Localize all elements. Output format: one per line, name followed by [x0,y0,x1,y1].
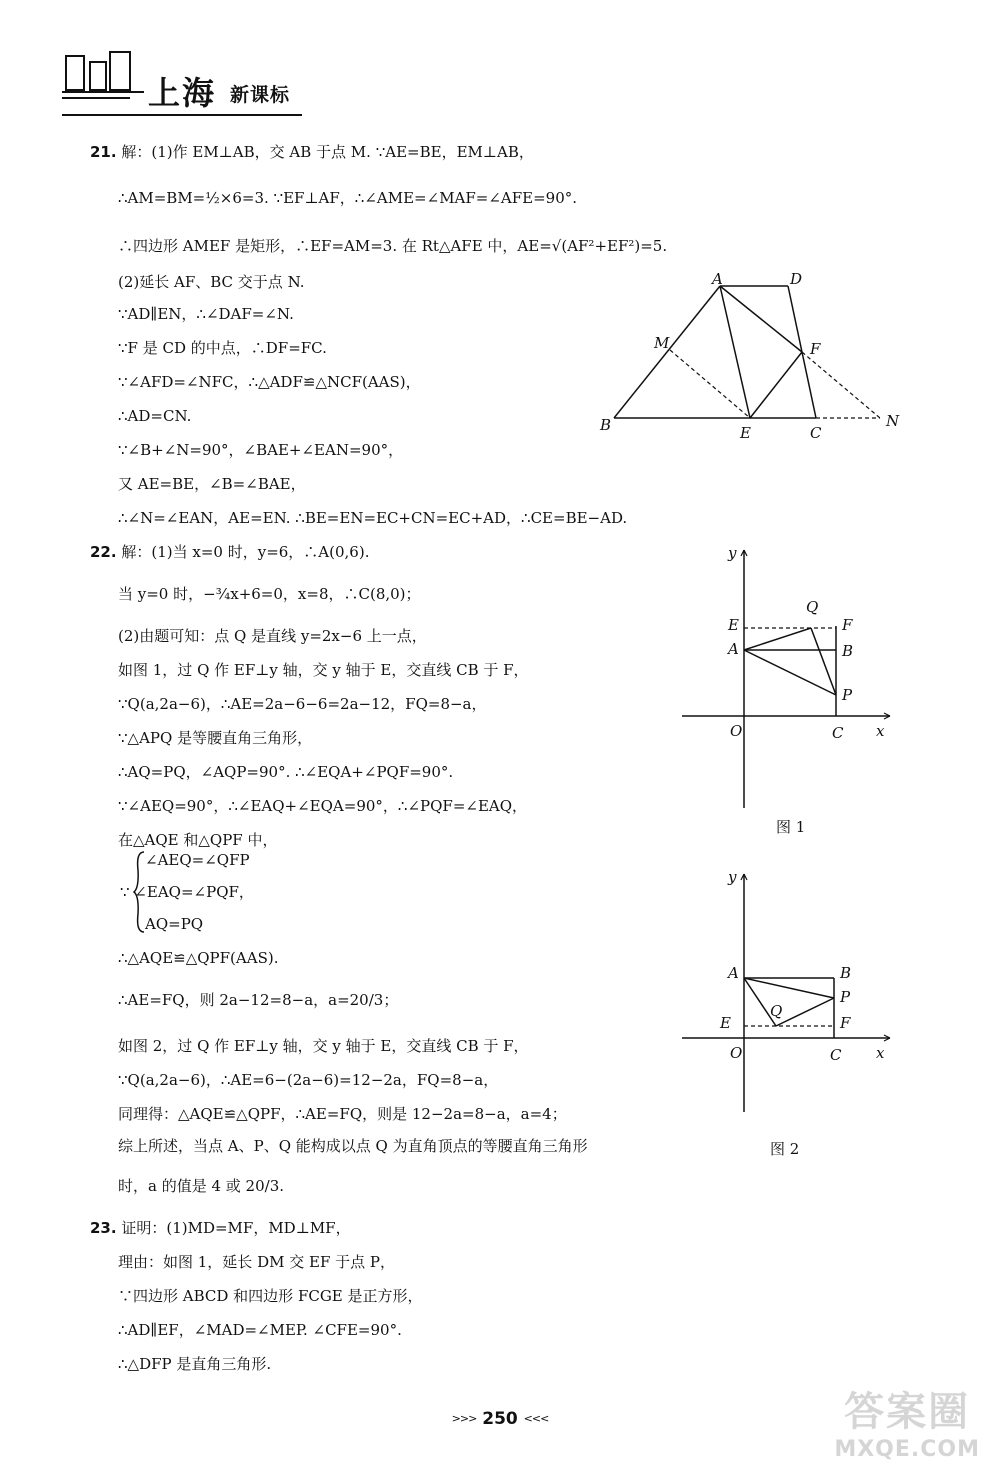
label-E: E [728,616,739,634]
text-line: 如图 1，过 Q 作 EF⊥y 轴，交 y 轴于 E，交直线 CB 于 F， [118,661,529,679]
text-line: 又 AE=BE，∠B=∠BAE， [118,475,306,493]
watermark-bottom: MXQE.COM [834,1437,980,1462]
text-line: ∵△APQ 是等腰直角三角形， [118,729,313,747]
label-E: E [720,1014,731,1032]
text-line: ∠AEQ=∠QFP [145,851,250,869]
text-line: ∴△AQE≌△QPF(AAS). [118,949,279,967]
watermark [834,1380,980,1462]
text-line: ∵∠AFD=∠NFC，∴△ADF≌△NCF(AAS)， [118,373,421,391]
label-F: F [842,616,853,634]
text-line: ∵∠AEQ=90°，∴∠EAQ+∠EQA=90°，∴∠PQF=∠EAQ， [118,797,528,815]
label-M: M [654,334,670,352]
text-line: ∵F 是 CD 的中点，∴DF=FC. [118,339,327,357]
label-C: C [830,1046,842,1064]
text-line: 理由：如图 1，延长 DM 交 EF 于点 P， [118,1253,395,1271]
text-line: ∴AM=BM=½×6=3. ∵EF⊥AF，∴∠AME=∠MAF=∠AFE=90°. [118,189,578,207]
label-A: A [728,640,739,658]
text-line: ∵Q(a,2a−6)，∴AE=6−(2a−6)=12−2a，FQ=8−a， [118,1071,499,1089]
text-line: ∵∠B+∠N=90°，∠BAE+∠EAN=90°， [118,441,404,459]
label-C: C [810,424,822,442]
label-Q: Q [806,598,819,616]
label-C: C [832,724,844,742]
text-line: 同理得：△AQE≌△QPF，∴AE=FQ，则是 12−2a=8−a，a=4； [118,1105,567,1123]
label-x: x [876,1044,885,1062]
text-line: 时，a 的值是 4 或 20/3. [118,1177,285,1195]
text-line: 综上所述，当点 A、P、Q 能构成以点 Q 为直角顶点的等腰直角三角形 [118,1137,588,1155]
label-B: B [840,964,852,982]
arrows-left-icon: >>> [451,1412,477,1425]
text-line: ∴四边形 AMEF 是矩形，∴EF=AM=3. 在 Rt△AFE 中，AE=√(AF²+EF²)=5. [118,237,668,255]
label-y: y [728,868,737,886]
text-line: ∵ ∠EAQ=∠PQF， [120,883,254,901]
header-rule [62,114,302,116]
label-D: D [790,270,803,288]
text-line: 23. 证明：(1)MD=MF，MD⊥MF， [90,1219,351,1237]
text-line: 21. 解：(1)作 EM⊥AB，交 AB 于点 M. ∵AE=BE，EM⊥AB， [90,143,534,161]
text-line: 22. 解：(1)当 x=0 时，y=6，∴A(0,6). [90,543,370,561]
figure-1 [676,540,896,820]
label-N: N [886,412,900,430]
figure-1-caption: 图 1 [776,818,806,836]
label-E: E [740,424,751,442]
logo-icon [60,48,146,110]
header-brand: 上海 [148,74,217,112]
brace-icon [132,850,146,934]
label-O: O [730,722,743,740]
watermark-top: 答案圈 [844,1389,971,1435]
text-line: ∴△DFP 是直角三角形. [118,1355,272,1373]
text-line: ∵AD∥EN，∴∠DAF=∠N. [118,305,294,323]
label-O: O [730,1044,743,1062]
figure-2 [676,866,896,1116]
text-line: 如图 2，过 Q 作 EF⊥y 轴，交 y 轴于 E，交直线 CB 于 F， [118,1037,529,1055]
label-P: P [842,686,853,704]
figure-2-caption: 图 2 [770,1140,800,1158]
text-line: ∴AE=FQ，则 2a−12=8−a，a=20/3； [118,991,399,1009]
text-line: ∴AD=CN. [118,407,192,425]
header-series: 新课标 [230,84,291,106]
text-line: ∴AD∥EF，∠MAD=∠MEP. ∠CFE=90°. [118,1321,402,1339]
text-line: ∴AQ=PQ，∠AQP=90°. ∴∠EQA+∠PQF=90°. [118,763,454,781]
text-line: ∴∠N=∠EAN，AE=EN. ∴BE=EN=EC+CN=EC+AD，∴CE=BE−AD. [118,509,628,527]
label-y: y [728,544,737,562]
label-A: A [712,270,723,288]
label-F: F [840,1014,851,1032]
label-x: x [876,722,885,740]
arrows-right-icon: <<< [523,1412,549,1425]
text-line: ∵Q(a,2a−6)，∴AE=2a−6−6=2a−12，FQ=8−a， [118,695,487,713]
label-B: B [600,416,612,434]
trapezoid-figure [590,266,910,446]
text-line: 当 y=0 时，−¾x+6=0，x=8，∴C(8,0)； [118,585,421,603]
page-number-text: 250 [482,1409,518,1429]
text-line: 在△AQE 和△QPF 中， [118,831,278,849]
text-line: (2)延长 AF、BC 交于点 N. [118,273,305,291]
text-line: ∵四边形 ABCD 和四边形 FCGE 是正方形， [118,1287,423,1305]
label-Q: Q [770,1002,783,1020]
label-A: A [728,964,739,982]
label-F: F [810,340,821,358]
label-P: P [840,988,851,1006]
label-B: B [842,642,854,660]
text-line: AQ=PQ [145,915,204,933]
text-line: (2)由题可知：点 Q 是直线 y=2x−6 上一点， [118,627,427,645]
